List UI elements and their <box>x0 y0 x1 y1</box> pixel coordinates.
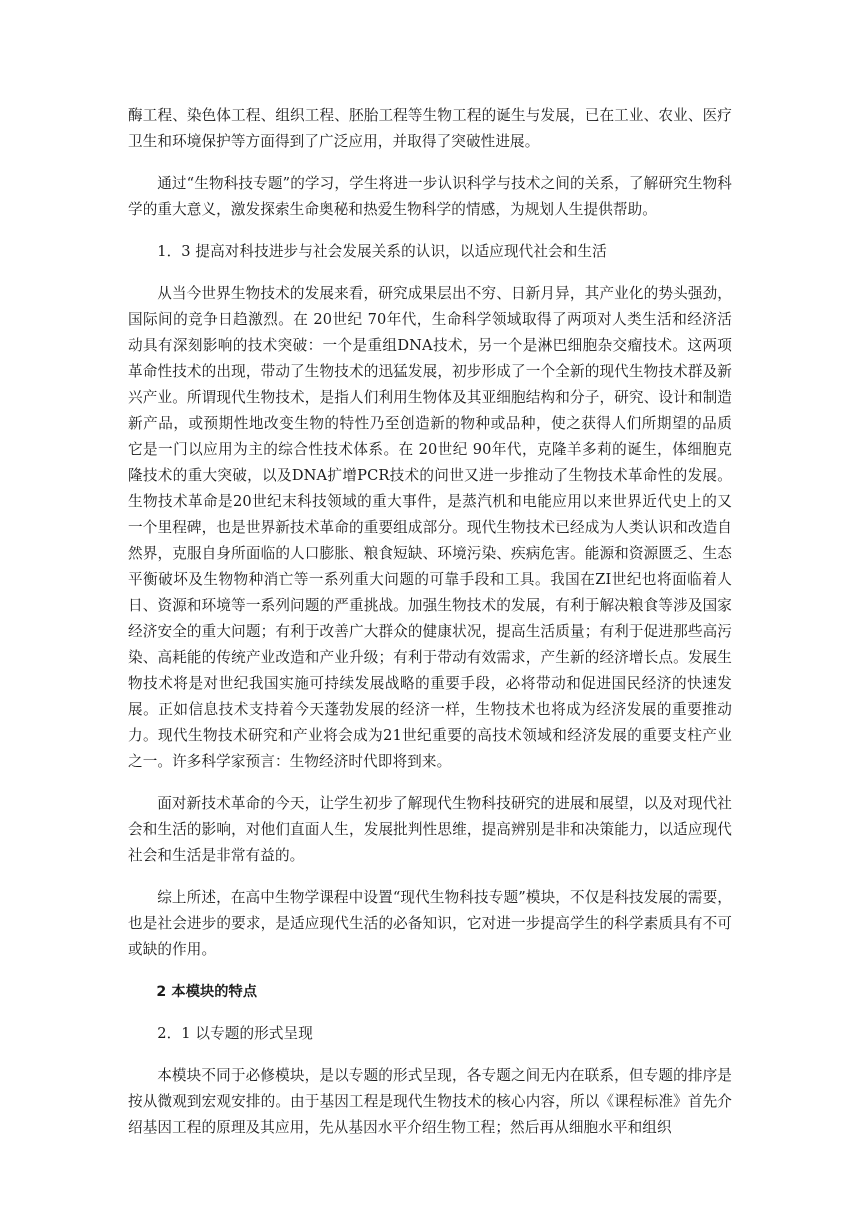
document-page <box>128 103 732 1203</box>
paragraph-biotech-topic-study: 通过“生物科技专题”的学习，学生将进一步认识科学与技术之间的关系，了解研究生物科学的重大意义，激发探索生命奥秘和热爱生物科学的情感，为规划人生提供帮助。 <box>128 175 732 218</box>
subheading-1-3: 1．3 提高对科技进步与社会发展关系的认识，以适应现代社会和生活 <box>157 243 607 260</box>
paragraph-summary: 综上所述，在高中生物学课程中设置“现代生物科技专题”模块，不仅是科技发展的需要，也是社会进步的要求，是适应现代生活的必备知识，它对进一步提高学生的科学素质具有不可或缺的作用。 <box>128 889 732 958</box>
paragraph-enzyme-engineering: 酶工程、染色体工程、组织工程、胚胎工程等生物工程的诞生与发展，已在工业、农业、医疗卫生和环境保护等方面得到了广泛应用，并取得了突破性进展。 <box>128 107 732 150</box>
paragraph-module-features: 本模块不同于必修模块，是以专题的形式呈现，各专题之间无内在联系，但专题的排序是按从微观到宏观安排的。由于基因工程是现代生物技术的核心内容，所以《课程标准》首先介绍基因工程的原理及其应用，先从基因水平介绍生物工程；然后再从细胞水平和组织 <box>128 1067 732 1136</box>
paragraph-modern-biotech-development: 从当今世界生物技术的发展来看，研究成果层出不穷、日新月异，其产业化的势头强劲，国际间的竞争日趋激烈。在 20世纪 70年代，生命科学领域取得了两项对人类生活和经济活动具有深刻影响的技术突破：一个是重组DNA技术，另一个是淋巴细胞杂交瘤技术。这两项革命性技术的出现，带动了生物技术的迅猛发展，初步形成了一个全新的现代生物技术群及新兴产业。所谓现代生物技术，是指人们利用生物体及其亚细胞结构和分子，研究、设计和制造新产品，或预期性地改变生物的特性乃至创造新的物种或品种，使之获得人们所期望的品质 它是一门以应用为主的综合性技术体系。在 20世纪 90年代，克隆羊多莉的诞生，体细胞克隆技术的重大突破，以及DNA扩增PCR技术的问世又进一步推动了生物技术革命性的发展。生物技术革命是20世纪末科技领域的重大事件，是蒸汽机和电能应用以来世界近代史上的又一个里程碑，也是世界新技术革命的重要组成部分。现代生物技术已经成为人类认识和改造自然界，克服自身所面临的人口膨胀、粮食短缺、环境污染、疾病危害。能源和资源匮乏、生态平衡破坏及生物物种消亡等一系列重大问题的可靠手段和工具。我国在ZI世纪也将面临着人日、资源和环境等一系列问题的严重挑战。加强生物技术的发展，有利于解决粮食等涉及国家经济安全的重大问题；有利于改善广大群众的健康状况，提高生活质量；有利于促进那些高污染、高耗能的传统产业改造和产业升级；有利于带动有效需求，产生新的经济增长点。发展生物技术将是对世纪我国实施可持续发展战略的重要手段，必将带动和促进国民经济的快速发展。正如信息技术支持着今天蓬勃发展的经济一样，生物技术也将成为经济发展的重要推动力。现代生物技术研究和产业将会成为21世纪重要的高技术领域和经济发展的重要支柱产业之一。许多科学家预言：生物经济时代即将到来。 <box>128 285 732 770</box>
paragraph-new-tech-revolution: 面对新技术革命的今天，让学生初步了解现代生物科技研究的进展和展望，以及对现代社会和生活的影响，对他们直面人生，发展批判性思维，提高辨别是非和决策能力，以适应现代社会和生活是非常有益的。 <box>128 795 732 864</box>
subheading-2-1: 2．1 以专题的形式呈现 <box>157 1025 313 1042</box>
section-heading-2: 2 本模块的特点 <box>156 984 258 1000</box>
